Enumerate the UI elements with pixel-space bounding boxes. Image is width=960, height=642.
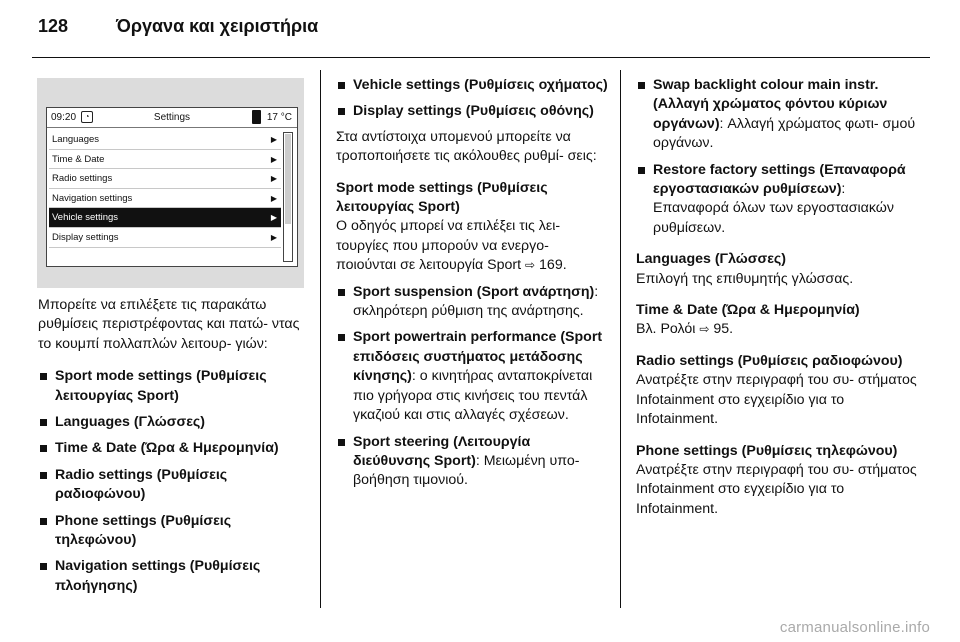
screen-title: Settings xyxy=(153,112,191,123)
bullet-square-icon xyxy=(40,472,47,479)
bullet-item: Swap backlight colour main instr. (Αλλαγή χρώματος φόντου κύριων οργάνων): Αλλαγή χρώματος φωτι- σμού οργάνων. xyxy=(636,76,922,154)
menu-item-time-date[interactable]: Time & Date ▶ xyxy=(49,150,281,170)
screen-scrollbar[interactable] xyxy=(283,132,293,262)
bullet-item: Sport mode settings (Ρυθμίσεις λειτουργίας Sport) xyxy=(38,367,304,406)
page-reference-arrow-icon: ⇨ xyxy=(525,258,536,273)
bullet-item: Time & Date (Ώρα & Ημερομηνία) xyxy=(38,439,304,458)
bullet-item: Radio settings (Ρυθμίσεις ραδιοφώνου) xyxy=(38,466,304,505)
page-number: 128 xyxy=(38,16,69,36)
chevron-right-icon: ▶ xyxy=(270,135,277,144)
sport-mode-text: Ο οδηγός μπορεί να επιλέξει τις λει- τουργίες που μπορούν να ενεργο- ποιούνται σε λειτουργία Sport ⇨ 169. xyxy=(336,217,608,275)
chevron-right-icon: ▶ xyxy=(270,213,277,223)
chevron-right-icon: ▶ xyxy=(270,232,277,242)
bullet-square-icon xyxy=(338,439,345,446)
menu-item-display-settings[interactable]: Display settings ▶ xyxy=(49,228,281,248)
settings-menu-list xyxy=(49,130,281,248)
languages-text: Επιλογή της επιθυμητής γλώσσας. xyxy=(636,270,854,287)
screen-status-bar xyxy=(47,108,297,128)
bullet-item: Restore factory settings (Επαναφορά εργοστασιακών ρυθμίσεων): Επαναφορά όλων των εργοστασιακών ρυθμίσεων. xyxy=(636,161,922,239)
bullet-item: Sport powertrain performance (Sport επιδόσεις συστήματος μετάδοσης κίνησης): ο κινητήρας ανταποκρίνεται πιο γρήγορα στις κινήσεις του πεντάλ γκαζιού και στις αλλαγές σχέσεων. xyxy=(336,328,608,425)
column-divider-1 xyxy=(320,70,321,608)
bullet-square-icon xyxy=(40,419,47,426)
bullet-item: Vehicle settings (Ρυθμίσεις οχήματος) xyxy=(336,76,608,95)
header-rule xyxy=(32,57,930,58)
radio-settings-text: Ανατρέξτε στην περιγραφή του συ- στήματος Infotainment στο εγχειρίδιο για το Infotainment. xyxy=(636,372,917,428)
settings-screen-figure xyxy=(37,78,304,288)
bullet-square-icon xyxy=(40,373,47,380)
sport-mode-heading: Sport mode settings (Ρυθμίσεις λειτουργίας Sport) xyxy=(336,179,548,216)
column-1 xyxy=(38,296,304,596)
menu-item-radio-settings[interactable]: Radio settings ▶ xyxy=(49,169,281,189)
bullet-square-icon xyxy=(338,334,345,341)
radio-settings-heading: Radio settings (Ρυθμίσεις ραδιοφώνου) xyxy=(636,352,903,369)
menu-item-vehicle-settings[interactable]: Vehicle settings ▶ xyxy=(49,208,281,228)
column-2 xyxy=(336,76,608,491)
languages-heading: Languages (Γλώσσες) xyxy=(636,251,787,268)
column-3 xyxy=(636,76,922,519)
bullet-square-icon xyxy=(338,82,345,89)
settings-screen xyxy=(46,107,298,267)
clock-icon: ◔ xyxy=(81,111,93,123)
chevron-right-icon: ▶ xyxy=(270,193,277,203)
bullet-square-icon xyxy=(40,563,47,570)
phone-icon xyxy=(252,110,261,124)
bullet-item: Languages (Γλώσσες) xyxy=(38,413,304,432)
time-date-text: Βλ. Ρολόι ⇨ 95. xyxy=(636,320,922,339)
bullet-item: Sport suspension (Sport ανάρτηση): σκληρότερη ρύθμιση της ανάρτησης. xyxy=(336,283,608,322)
bullet-square-icon xyxy=(40,445,47,452)
scrollbar-thumb[interactable] xyxy=(285,134,291,224)
col1-intro: Μπορείτε να επιλέξετε τις παρακάτω ρυθμίσεις περιστρέφοντας και πατώ- ντας το κουμπί πολλαπλών λειτουρ- γιών: xyxy=(38,297,300,352)
menu-item-languages[interactable]: Languages ▶ xyxy=(49,130,281,150)
page-header xyxy=(38,16,318,42)
menu-item-navigation-settings[interactable]: Navigation settings ▶ xyxy=(49,189,281,209)
bullet-square-icon xyxy=(338,289,345,296)
page-title: Όργανα και χειριστήρια xyxy=(116,16,319,36)
time-date-heading: Time & Date (Ώρα & Ημερομηνία) xyxy=(636,302,860,319)
screen-temperature: 17 °C xyxy=(266,112,292,123)
bullet-item: Navigation settings (Ρυθμίσεις πλοήγησης) xyxy=(38,557,304,596)
bullet-item: Display settings (Ρυθμίσεις οθόνης) xyxy=(336,102,608,121)
phone-settings-heading: Phone settings (Ρυθμίσεις τηλεφώνου) xyxy=(636,442,898,459)
screen-time: 09:20 xyxy=(51,112,77,123)
bullet-square-icon xyxy=(638,82,645,89)
bullet-item: Phone settings (Ρυθμίσεις τηλεφώνου) xyxy=(38,512,304,551)
chevron-right-icon: ▶ xyxy=(270,174,277,184)
col2-intro: Στα αντίστοιχα υπομενού μπορείτε να τροποποιήσετε τις ακόλουθες ρυθμί- σεις: xyxy=(336,128,597,165)
bullet-square-icon xyxy=(638,167,645,174)
bullet-square-icon xyxy=(338,108,345,115)
page-reference-arrow-icon: ⇨ xyxy=(699,322,710,337)
chevron-right-icon: ▶ xyxy=(270,154,277,164)
phone-settings-text: Ανατρέξτε στην περιγραφή του συ- στήματος Infotainment στο εγχειρίδιο για το Infotainment. xyxy=(636,461,917,517)
bullet-square-icon xyxy=(40,518,47,525)
column-divider-2 xyxy=(620,70,621,608)
bullet-item: Sport steering (Λειτουργία διεύθυνσης Sport): Μειωμένη υπο- βοήθηση τιμονιού. xyxy=(336,433,608,491)
watermark: carmanualsonline.info xyxy=(779,619,930,636)
